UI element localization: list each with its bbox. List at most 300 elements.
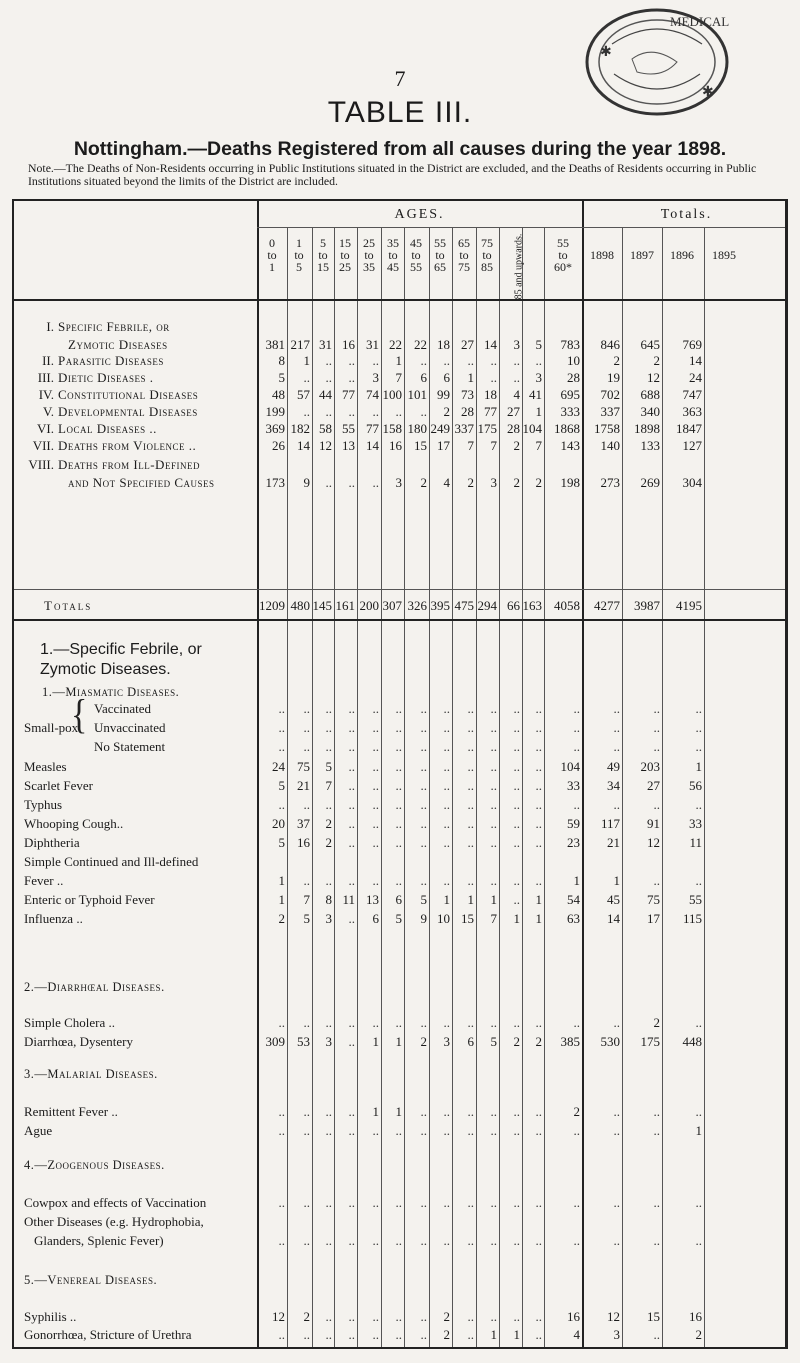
disease-label: Whooping Cough..: [24, 816, 124, 831]
table-cell: ..: [348, 911, 355, 926]
table-cell: 783: [560, 337, 580, 352]
category-label: [14, 404, 254, 420]
table-cell: ..: [325, 404, 332, 419]
table-cell: ..: [395, 835, 402, 850]
table-cell: ..: [513, 1104, 520, 1119]
subsection-heading: 2.—Diarrhœal Diseases.: [24, 980, 165, 994]
table-cell: ..: [372, 778, 379, 793]
table-cell: 20: [272, 816, 285, 831]
table-cell: 2: [513, 475, 520, 490]
table-cell: 145: [312, 598, 332, 613]
table-cell: ..: [395, 404, 402, 419]
table-cell: 9: [303, 475, 310, 490]
table-cell: ..: [443, 1015, 450, 1030]
table-cell: 2: [325, 816, 332, 831]
table-cell: 7: [395, 370, 402, 385]
table-cell: ..: [420, 1309, 427, 1324]
header-line: 15: [317, 260, 329, 274]
table-cell: 309: [265, 1034, 285, 1049]
table-cell: ..: [613, 797, 620, 812]
table-cell: ..: [303, 873, 310, 888]
table-cell: 77: [484, 404, 497, 419]
table-cell: 63: [567, 911, 580, 926]
table-cell: 22: [414, 337, 427, 352]
header-bottom-rule: [14, 299, 785, 301]
table-cell: ..: [325, 1233, 332, 1248]
table-cell: 15: [414, 438, 427, 453]
table-cell: ..: [490, 759, 497, 774]
table-cell: ..: [395, 1015, 402, 1030]
header-line: 55: [434, 236, 446, 250]
table-cell: ..: [372, 475, 379, 490]
header-line: 45: [387, 260, 399, 274]
table-cell: 77: [366, 421, 379, 436]
category-name: Deaths from Ill-Defined: [58, 457, 200, 472]
table-cell: ..: [420, 1015, 427, 1030]
table-cell: ..: [348, 759, 355, 774]
table-cell: ..: [278, 701, 285, 716]
table-cell: 24: [689, 370, 702, 385]
table-cell: 175: [640, 1034, 660, 1049]
table-cell: 28: [507, 421, 520, 436]
table-cell: 58: [319, 421, 332, 436]
category-name: Zymotic Diseases: [68, 337, 168, 352]
table-cell: 3987: [634, 598, 660, 613]
table-cell: 4058: [554, 598, 580, 613]
disease-label: Measles: [24, 759, 67, 774]
table-cell: 18: [484, 387, 497, 402]
table-cell: 4: [513, 387, 520, 402]
table-cell: 6: [395, 892, 402, 907]
table-cell: ..: [420, 835, 427, 850]
table-cell: ..: [443, 739, 450, 754]
header-line: to: [340, 248, 350, 262]
table-cell: ..: [372, 816, 379, 831]
table-cell: ..: [467, 778, 474, 793]
table-cell: 8: [325, 892, 332, 907]
table-cell: ..: [303, 739, 310, 754]
table-cell: ..: [372, 701, 379, 716]
table-cell: 2: [535, 475, 542, 490]
header-line: to: [482, 248, 492, 262]
table-cell: ..: [303, 1327, 310, 1342]
table-cell: ..: [490, 1104, 497, 1119]
table-cell: ..: [443, 701, 450, 716]
table-cell: 1: [395, 1034, 402, 1049]
table-cell: 26: [272, 438, 285, 453]
table-cell: ..: [490, 720, 497, 735]
table-cell: ..: [653, 701, 660, 716]
table-cell: 56: [689, 778, 702, 793]
table-cell: ..: [278, 1104, 285, 1119]
table-cell: 7: [535, 438, 542, 453]
table-cell: 3: [490, 475, 497, 490]
header-line: to: [388, 248, 398, 262]
table-cell: ..: [467, 759, 474, 774]
table-cell: ..: [467, 701, 474, 716]
subsection-heading: 3.—Malarial Diseases.: [24, 1067, 158, 1081]
table-cell: ..: [490, 1015, 497, 1030]
disease-label: Unvaccinated: [94, 720, 166, 735]
table-cell: 161: [335, 598, 355, 613]
header-line: 0: [269, 236, 275, 250]
table-cell: 28: [461, 404, 474, 419]
table-cell: 115: [682, 911, 702, 926]
table-cell: ..: [443, 720, 450, 735]
table-cell: 198: [560, 475, 580, 490]
header-line: 85: [481, 260, 493, 274]
table-cell: ..: [490, 1123, 497, 1138]
table-cell: 7: [303, 892, 310, 907]
table-cell: 163: [522, 598, 542, 613]
year-column-header: 1897: [630, 248, 654, 262]
table-cell: 4: [443, 475, 450, 490]
table-cell: ..: [613, 739, 620, 754]
table-cell: ..: [535, 1123, 542, 1138]
table-cell: 5: [278, 778, 285, 793]
table-cell: ..: [535, 701, 542, 716]
table-cell: 294: [477, 598, 497, 613]
table-cell: 104: [522, 421, 542, 436]
table-cell: 6: [372, 911, 379, 926]
table-cell: 27: [507, 404, 520, 419]
disease-label: Diarrhœa, Dysentery: [24, 1034, 134, 1049]
table-cell: ..: [490, 739, 497, 754]
table-cell: 19: [607, 370, 620, 385]
table-cell: ..: [348, 1233, 355, 1248]
table-cell: ..: [695, 797, 702, 812]
table-cell: ..: [573, 797, 580, 812]
table-cell: ..: [348, 873, 355, 888]
table-cell: ..: [513, 1015, 520, 1030]
table-cell: ..: [303, 1123, 310, 1138]
ages-header: AGES.: [394, 207, 445, 222]
header-line: to: [435, 248, 445, 262]
table-cell: 7: [325, 778, 332, 793]
table-cell: 127: [682, 438, 702, 453]
disease-label: Simple Cholera ..: [24, 1015, 115, 1030]
table-cell: ..: [420, 1123, 427, 1138]
year-column-header: 1895: [712, 248, 736, 262]
table-cell: ..: [325, 1123, 332, 1138]
table-cell: ..: [303, 370, 310, 385]
table-cell: ..: [653, 1123, 660, 1138]
table-cell: 5: [325, 759, 332, 774]
table-cell: ..: [535, 739, 542, 754]
table-cell: 104: [560, 759, 580, 774]
table-cell: 2: [467, 475, 474, 490]
table-cell: ..: [278, 1195, 285, 1210]
category-number: III.: [37, 370, 54, 385]
table-cell: 2: [653, 1015, 660, 1030]
table-cell: ..: [653, 797, 660, 812]
table-cell: ..: [695, 1104, 702, 1119]
upwards-column-header: 85 and upwards.: [513, 233, 525, 300]
disease-label: Gonorrhœa, Stricture of Urethra: [24, 1327, 192, 1342]
table-cell: 2: [325, 835, 332, 850]
table-cell: ..: [303, 1015, 310, 1030]
disease-label: Remittent Fever ..: [24, 1104, 118, 1119]
table-cell: ..: [443, 778, 450, 793]
table-cell: 337: [454, 421, 474, 436]
disease-label: Influenza ..: [24, 911, 83, 926]
table-cell: 12: [607, 1309, 620, 1324]
table-cell: 217: [290, 337, 310, 352]
table-cell: ..: [613, 1233, 620, 1248]
table-cell: 1: [490, 1327, 497, 1342]
table-cell: ..: [348, 1309, 355, 1324]
table-cell: ..: [303, 1104, 310, 1119]
table-cell: ..: [278, 1123, 285, 1138]
table-cell: 37: [297, 816, 310, 831]
table-cell: ..: [613, 1015, 620, 1030]
table-cell: ..: [348, 1123, 355, 1138]
table-cell: 5: [420, 892, 427, 907]
table-cell: 73: [461, 387, 474, 402]
table-cell: 15: [647, 1309, 660, 1324]
table-cell: 333: [560, 404, 580, 419]
table-cell: ..: [490, 797, 497, 812]
table-cell: ..: [278, 797, 285, 812]
table-cell: ..: [695, 873, 702, 888]
svg-text:✱: ✱: [702, 85, 714, 100]
table-cell: 337: [600, 404, 620, 419]
disease-label: Typhus: [24, 797, 63, 812]
category-label: [14, 370, 254, 386]
table-cell: ..: [490, 873, 497, 888]
table-cell: ..: [653, 739, 660, 754]
table-cell: ..: [573, 701, 580, 716]
table-cell: 27: [647, 778, 660, 793]
table-cell: 10: [567, 353, 580, 368]
table-cell: 1: [513, 1327, 520, 1342]
table-cell: ..: [348, 1195, 355, 1210]
table-cell: ..: [653, 1195, 660, 1210]
table-cell: 1: [278, 892, 285, 907]
library-stamp: [552, 4, 762, 124]
table-cell: 3: [613, 1327, 620, 1342]
table-cell: ..: [535, 778, 542, 793]
table-cell: ..: [443, 797, 450, 812]
table-cell: ..: [395, 701, 402, 716]
table-cell: ..: [372, 720, 379, 735]
table-cell: ..: [490, 1309, 497, 1324]
table-cell: 100: [382, 387, 402, 402]
table-cell: 12: [647, 835, 660, 850]
category-number: VIII.: [28, 457, 54, 472]
table-cell: 2: [420, 1034, 427, 1049]
table-cell: ..: [420, 778, 427, 793]
table-cell: ..: [420, 1233, 427, 1248]
table-cell: ..: [348, 835, 355, 850]
table-cell: ..: [653, 720, 660, 735]
table-cell: ..: [395, 778, 402, 793]
table-cell: 747: [682, 387, 702, 402]
brace: {: [71, 693, 88, 738]
table-cell: 5: [278, 835, 285, 850]
table-cell: ..: [467, 1015, 474, 1030]
table-cell: 28: [567, 370, 580, 385]
table-cell: ..: [372, 1309, 379, 1324]
table-cell: ..: [348, 353, 355, 368]
age-column-header: [260, 237, 284, 273]
table-cell: 17: [437, 438, 450, 453]
table-cell: 340: [640, 404, 660, 419]
table-cell: 24: [272, 759, 285, 774]
table-cell: 12: [319, 438, 332, 453]
table-cell: 695: [560, 387, 580, 402]
table-cell: ..: [490, 353, 497, 368]
table-cell: ..: [303, 720, 310, 735]
table-cell: 363: [682, 404, 702, 419]
table-cell: ..: [395, 816, 402, 831]
table-cell: ..: [535, 353, 542, 368]
table-cell: ..: [573, 1123, 580, 1138]
table-cell: 200: [359, 598, 379, 613]
table-note: Note.—The Deaths of Non-Residents occurring in Public Institutions situated in the District are excluded, and the Deaths of Residents occurring in Public Institutions situated beyond the limits of the District are included.: [28, 161, 757, 188]
disease-label: Glanders, Splenic Fever): [34, 1233, 164, 1248]
table-cell: ..: [372, 1233, 379, 1248]
deaths-table: [12, 199, 788, 1349]
table-cell: ..: [535, 1195, 542, 1210]
table-cell: 175: [477, 421, 497, 436]
table-cell: ..: [372, 797, 379, 812]
disease-label: Scarlet Fever: [24, 778, 93, 793]
table-cell: ..: [303, 1195, 310, 1210]
table-cell: ..: [372, 1327, 379, 1342]
table-cell: ..: [695, 1015, 702, 1030]
table-cell: 688: [640, 387, 660, 402]
header-line: 1: [269, 260, 275, 274]
table-cell: ..: [535, 720, 542, 735]
table-cell: ..: [395, 1327, 402, 1342]
table-cell: 1209: [259, 598, 285, 613]
category-number: IV.: [38, 387, 54, 402]
table-cell: 10: [437, 911, 450, 926]
header-line: 75: [458, 260, 470, 274]
table-cell: ..: [467, 816, 474, 831]
table-cell: ..: [443, 353, 450, 368]
table-cell: ..: [325, 1104, 332, 1119]
table-cell: 17: [647, 911, 660, 926]
table-cell: 1: [395, 1104, 402, 1119]
table-cell: ..: [372, 739, 379, 754]
age-column-header: [404, 237, 428, 273]
table-cell: 1: [535, 404, 542, 419]
totals-label: Totals: [44, 598, 93, 613]
category-label: [14, 457, 254, 473]
table-cell: 33: [689, 816, 702, 831]
age-55-60-header: [545, 237, 581, 273]
disease-label: Cowpox and effects of Vaccination: [24, 1195, 207, 1210]
table-cell: ..: [278, 720, 285, 735]
table-cell: 14: [607, 911, 620, 926]
table-cell: 2: [443, 1327, 450, 1342]
table-cell: ..: [348, 701, 355, 716]
table-cell: 1: [613, 873, 620, 888]
table-cell: ..: [325, 370, 332, 385]
table-cell: 395: [430, 598, 450, 613]
category-name: Parasitic Diseases: [58, 353, 164, 368]
table-cell: ..: [325, 739, 332, 754]
table-cell: ..: [443, 835, 450, 850]
table-cell: ..: [535, 797, 542, 812]
category-name: Constitutional Diseases: [58, 387, 199, 402]
table-cell: ..: [513, 1233, 520, 1248]
table-cell: 1: [573, 873, 580, 888]
table-cell: ..: [372, 873, 379, 888]
category-name: and Not Specified Causes: [68, 475, 215, 490]
table-cell: ..: [513, 739, 520, 754]
disease-label: Ague: [24, 1123, 53, 1138]
table-cell: ..: [278, 1015, 285, 1030]
table-cell: 53: [297, 1034, 310, 1049]
category-label: [14, 387, 254, 403]
table-cell: 48: [272, 387, 285, 402]
category-name: Local Diseases ..: [58, 421, 157, 436]
table-cell: ..: [695, 739, 702, 754]
disease-label: Other Diseases (e.g. Hydrophobia,: [24, 1214, 204, 1229]
table-cell: 13: [366, 892, 379, 907]
table-cell: ..: [325, 720, 332, 735]
table-cell: 5: [278, 370, 285, 385]
table-cell: ..: [467, 797, 474, 812]
table-cell: 1: [695, 1123, 702, 1138]
table-cell: ..: [348, 370, 355, 385]
table-cell: 14: [689, 353, 702, 368]
table-cell: ..: [513, 797, 520, 812]
table-cell: ..: [303, 797, 310, 812]
table-cell: ..: [325, 1309, 332, 1324]
table-cell: ..: [535, 816, 542, 831]
table-cell: ..: [695, 1195, 702, 1210]
table-cell: 57: [297, 387, 310, 402]
table-cell: 75: [297, 759, 310, 774]
table-cell: 16: [297, 835, 310, 850]
table-cell: ..: [303, 701, 310, 716]
section-heading: Zymotic Diseases.: [40, 661, 171, 678]
header-line: 75: [481, 236, 493, 250]
table-cell: ..: [695, 701, 702, 716]
table-cell: ..: [348, 816, 355, 831]
table-cell: ..: [395, 739, 402, 754]
table-cell: 101: [407, 387, 427, 402]
table-cell: 12: [647, 370, 660, 385]
table-cell: 2: [278, 911, 285, 926]
table-cell: 14: [366, 438, 379, 453]
column-rule: [704, 227, 705, 1347]
subsection-heading: 1.—Miasmatic Diseases.: [42, 685, 180, 699]
table-cell: 91: [647, 816, 660, 831]
table-cell: 2: [303, 1309, 310, 1324]
table-cell: ..: [467, 1195, 474, 1210]
table-cell: ..: [348, 739, 355, 754]
category-label: [14, 319, 254, 335]
table-cell: ..: [443, 1233, 450, 1248]
table-cell: ..: [325, 873, 332, 888]
header-line: to: [364, 248, 374, 262]
table-cell: ..: [653, 1327, 660, 1342]
table-cell: ..: [490, 370, 497, 385]
table-cell: ..: [467, 873, 474, 888]
table-cell: 18: [437, 337, 450, 352]
table-cell: 117: [600, 816, 620, 831]
table-cell: 2: [695, 1327, 702, 1342]
table-cell: 22: [389, 337, 402, 352]
table-cell: ..: [443, 1104, 450, 1119]
table-cell: 1: [535, 911, 542, 926]
header-line: 25: [363, 236, 375, 250]
